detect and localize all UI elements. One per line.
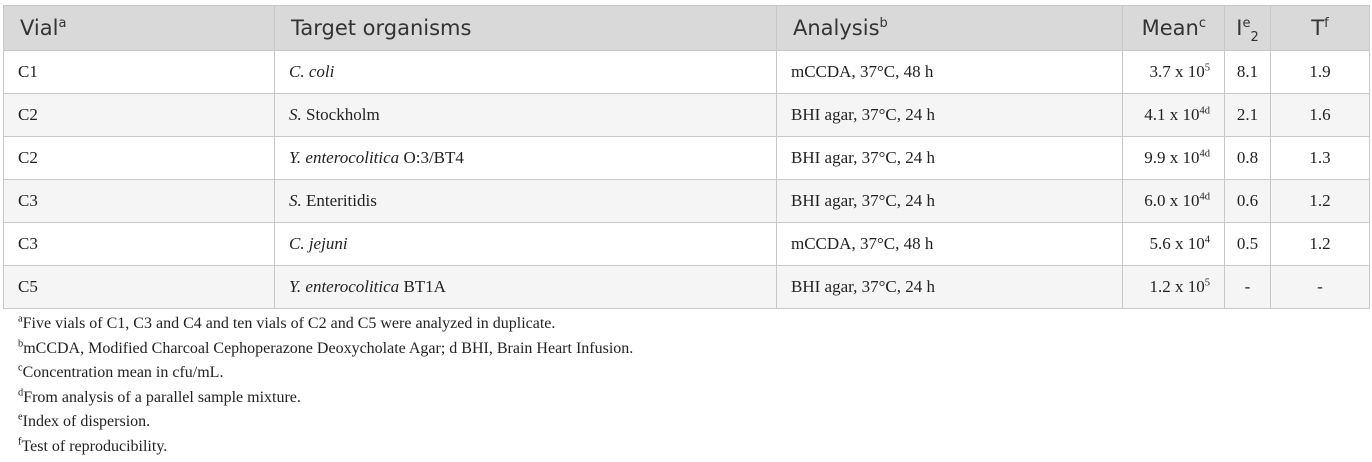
footnote: $^f$Test of reproducibility. [18, 436, 168, 455]
cell-target: S. Stockholm [275, 94, 777, 137]
footnote: $^b$mCCDA, Modified Charcoal Cephoperazone Deoxycholate Agar; d BHI, Brain Heart Infusion. [18, 338, 634, 357]
cell-target: C. jejuni [275, 223, 777, 266]
cell-index-dispersion: 0.6 [1225, 180, 1271, 223]
table-row [4, 266, 1370, 309]
cell-analysis: BHI agar, 37°C, 24 h [777, 180, 1123, 223]
cell-vial: C3 [4, 180, 275, 223]
table-row [4, 51, 1370, 94]
cell-mean: 3.7 x $10^5$ [1123, 51, 1225, 94]
cell-mean: 5.6 x $10^4$ [1123, 223, 1225, 266]
cell-target: Y. enterocolitica BT1A [275, 266, 777, 309]
header-reproducibility: $T^f$ [1271, 6, 1370, 51]
cell-index-dispersion: - [1225, 266, 1271, 309]
cell-reproducibility: - [1271, 266, 1370, 309]
cell-analysis: BHI agar, 37°C, 24 h [777, 94, 1123, 137]
cell-mean: 6.0 x $10^{4d}$ [1123, 180, 1225, 223]
table-footnotes [18, 312, 633, 459]
cell-reproducibility: 1.6 [1271, 94, 1370, 137]
header-analysis: Analysis$^b$ [777, 6, 1123, 51]
footnote: $^a$Five vials of C1, C3 and C4 and ten vials of C2 and C5 were analyzed in duplicate. [18, 313, 556, 332]
cell-analysis: mCCDA, 37°C, 48 h [777, 51, 1123, 94]
cell-reproducibility: 1.9 [1271, 51, 1370, 94]
table-row [4, 137, 1370, 180]
cell-analysis: mCCDA, 37°C, 48 h [777, 223, 1123, 266]
cell-vial: C5 [4, 266, 275, 309]
cell-index-dispersion: 0.8 [1225, 137, 1271, 180]
footnote: $^c$Concentration mean in cfu/mL. [18, 362, 224, 381]
cell-vial: C2 [4, 137, 275, 180]
cell-mean: 1.2 x $10^5$ [1123, 266, 1225, 309]
cell-target: S. Enteritidis [275, 180, 777, 223]
cell-mean: 9.9 x $10^{4d}$ [1123, 137, 1225, 180]
table-row [4, 223, 1370, 266]
header-target-organisms: Target organisms [275, 6, 777, 51]
cell-target: C. coli [275, 51, 777, 94]
cell-index-dispersion: 8.1 [1225, 51, 1271, 94]
cell-reproducibility: 1.2 [1271, 180, 1370, 223]
cell-index-dispersion: 2.1 [1225, 94, 1271, 137]
cell-index-dispersion: 0.5 [1225, 223, 1271, 266]
footnote: $^d$From analysis of a parallel sample mixture. [18, 387, 301, 406]
cell-reproducibility: 1.3 [1271, 137, 1370, 180]
cell-vial: C1 [4, 51, 275, 94]
header-index-dispersion: $I^e_2$ [1225, 6, 1271, 51]
footnote: $^e$Index of dispersion. [18, 411, 151, 430]
cell-reproducibility: 1.2 [1271, 223, 1370, 266]
table-row [4, 94, 1370, 137]
cell-vial: C3 [4, 223, 275, 266]
cell-vial: C2 [4, 94, 275, 137]
table-row [4, 180, 1370, 223]
header-vial: Vial$^a$ [4, 6, 275, 51]
header-mean: Mean$^c$ [1123, 6, 1225, 51]
cell-target: Y. enterocolitica O:3/BT4 [275, 137, 777, 180]
cell-analysis: BHI agar, 37°C, 24 h [777, 137, 1123, 180]
results-table [3, 5, 1370, 309]
header-row [4, 6, 1370, 51]
cell-analysis: BHI agar, 37°C, 24 h [777, 266, 1123, 309]
cell-mean: 4.1 x $10^{4d}$ [1123, 94, 1225, 137]
